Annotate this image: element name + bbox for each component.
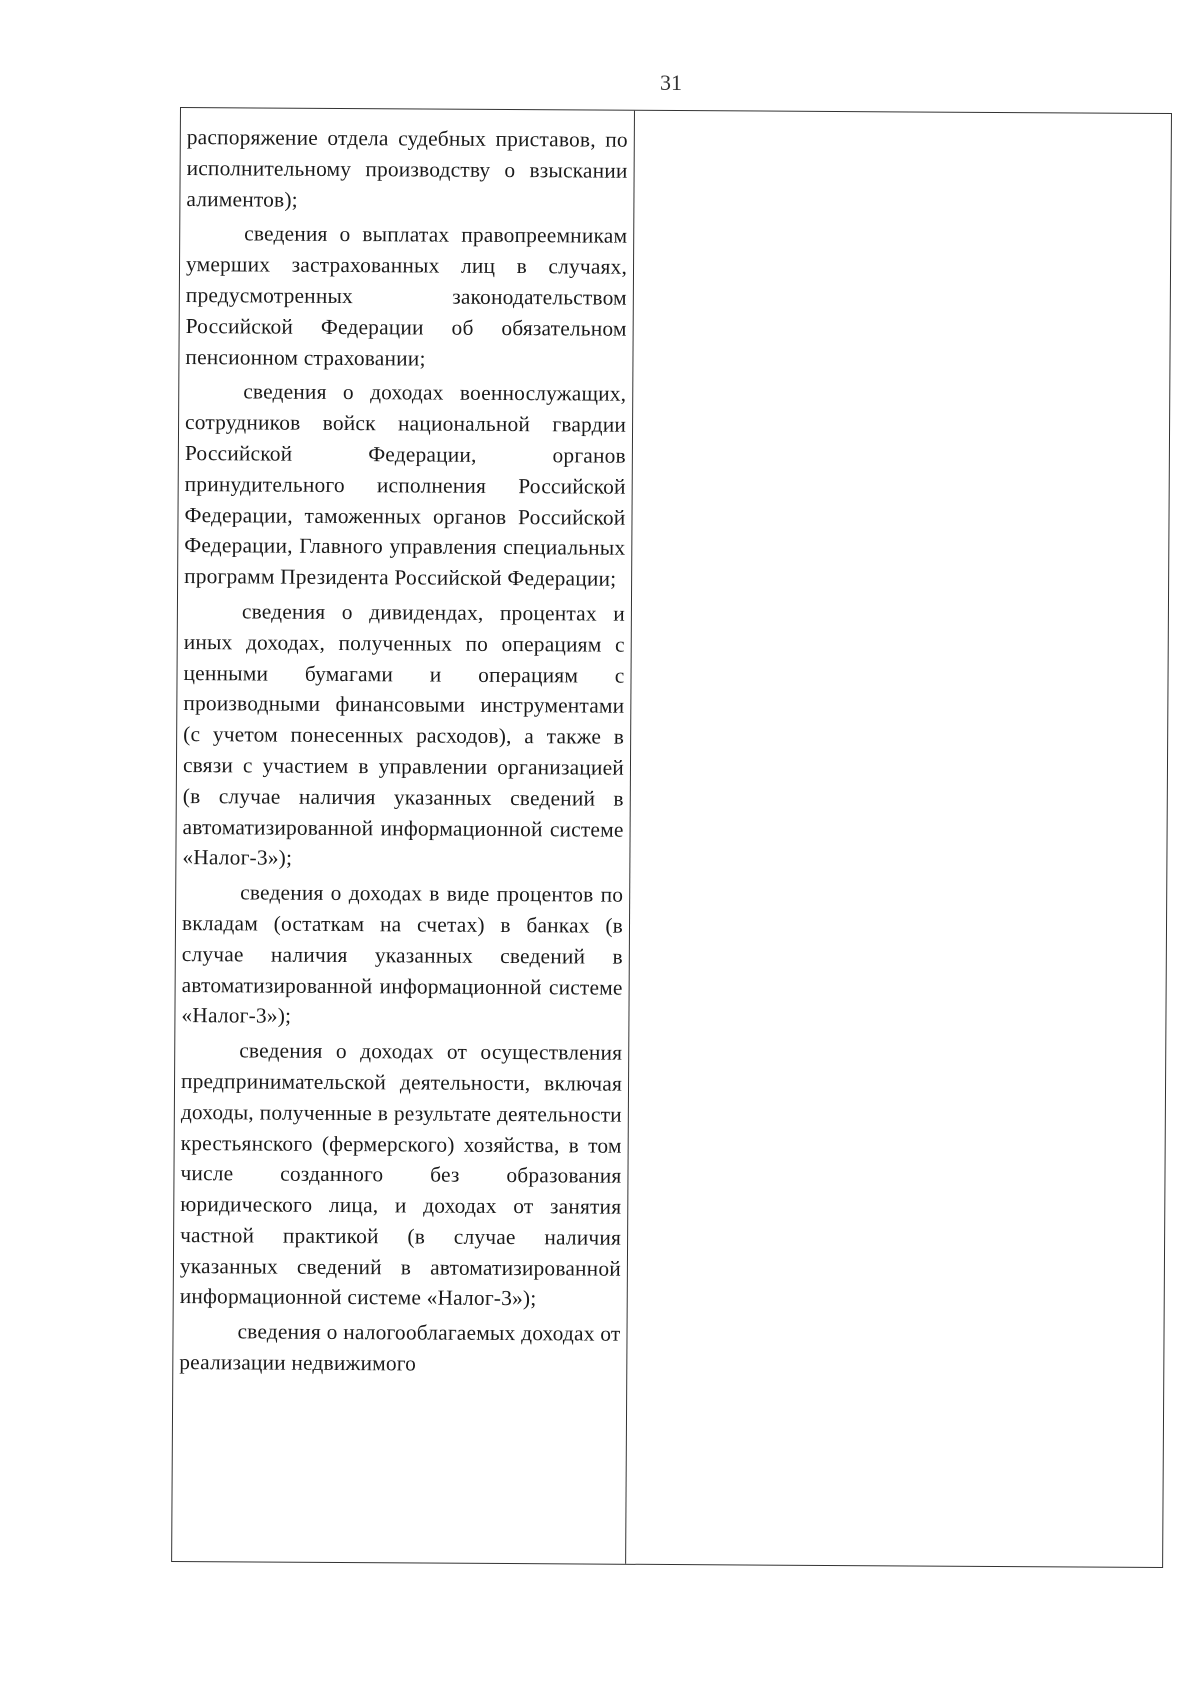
paragraph: сведения о выплатах правопреемникам умерших застрахованных лиц в случаях, предусмотренных законодательством Российской Федерации об обязательном пенсионном страховании;: [185, 221, 628, 371]
document-table: [171, 107, 1172, 1568]
table-right-column: [626, 111, 1171, 1567]
paragraph: распоряжение отдела судебных приставов, по исполнительному производству о взыскании алиментов);: [186, 125, 628, 212]
page-number: 31: [660, 70, 682, 95]
paragraph: сведения о доходах военнослужащих, сотрудников войск национальной гвардии Российской Федерации, органов принудительного исполнения Российской Федерации, таможенных органов Российской Федерации, Главного управления специальных программ Президента Российской Федерации;: [184, 379, 627, 591]
table-left-column: [172, 108, 635, 1564]
paragraph: сведения о налогооблагаемых доходах от реализации недвижимого: [179, 1319, 621, 1376]
paragraph: сведения о доходах от осуществления предпринимательской деятельности, включая доходы, полученные в результате деятельности крестьянского (фермерского) хозяйства, в том числе созданного без образования юридического лица, и доходах от занятия частной практикой (в случае наличия указанных сведений в автоматизированной информационной системе «Налог-3»);: [179, 1038, 623, 1311]
paragraph: сведения о дивидендах, процентах и иных доходах, полученных по операциям с ценными бумагами и операциям с производными финансовыми инструментами (с учетом понесенных расходов), а также в связи с участием в управлении организацией (в случае наличия указанных сведений в автоматизированной информационной системе «Налог-3»);: [182, 599, 625, 871]
paragraph: сведения о доходах в виде процентов по вкладам (остаткам на счетах) в банках (в случае наличия указанных сведений в автоматизированной информационной системе «Налог-3»);: [181, 880, 624, 1029]
